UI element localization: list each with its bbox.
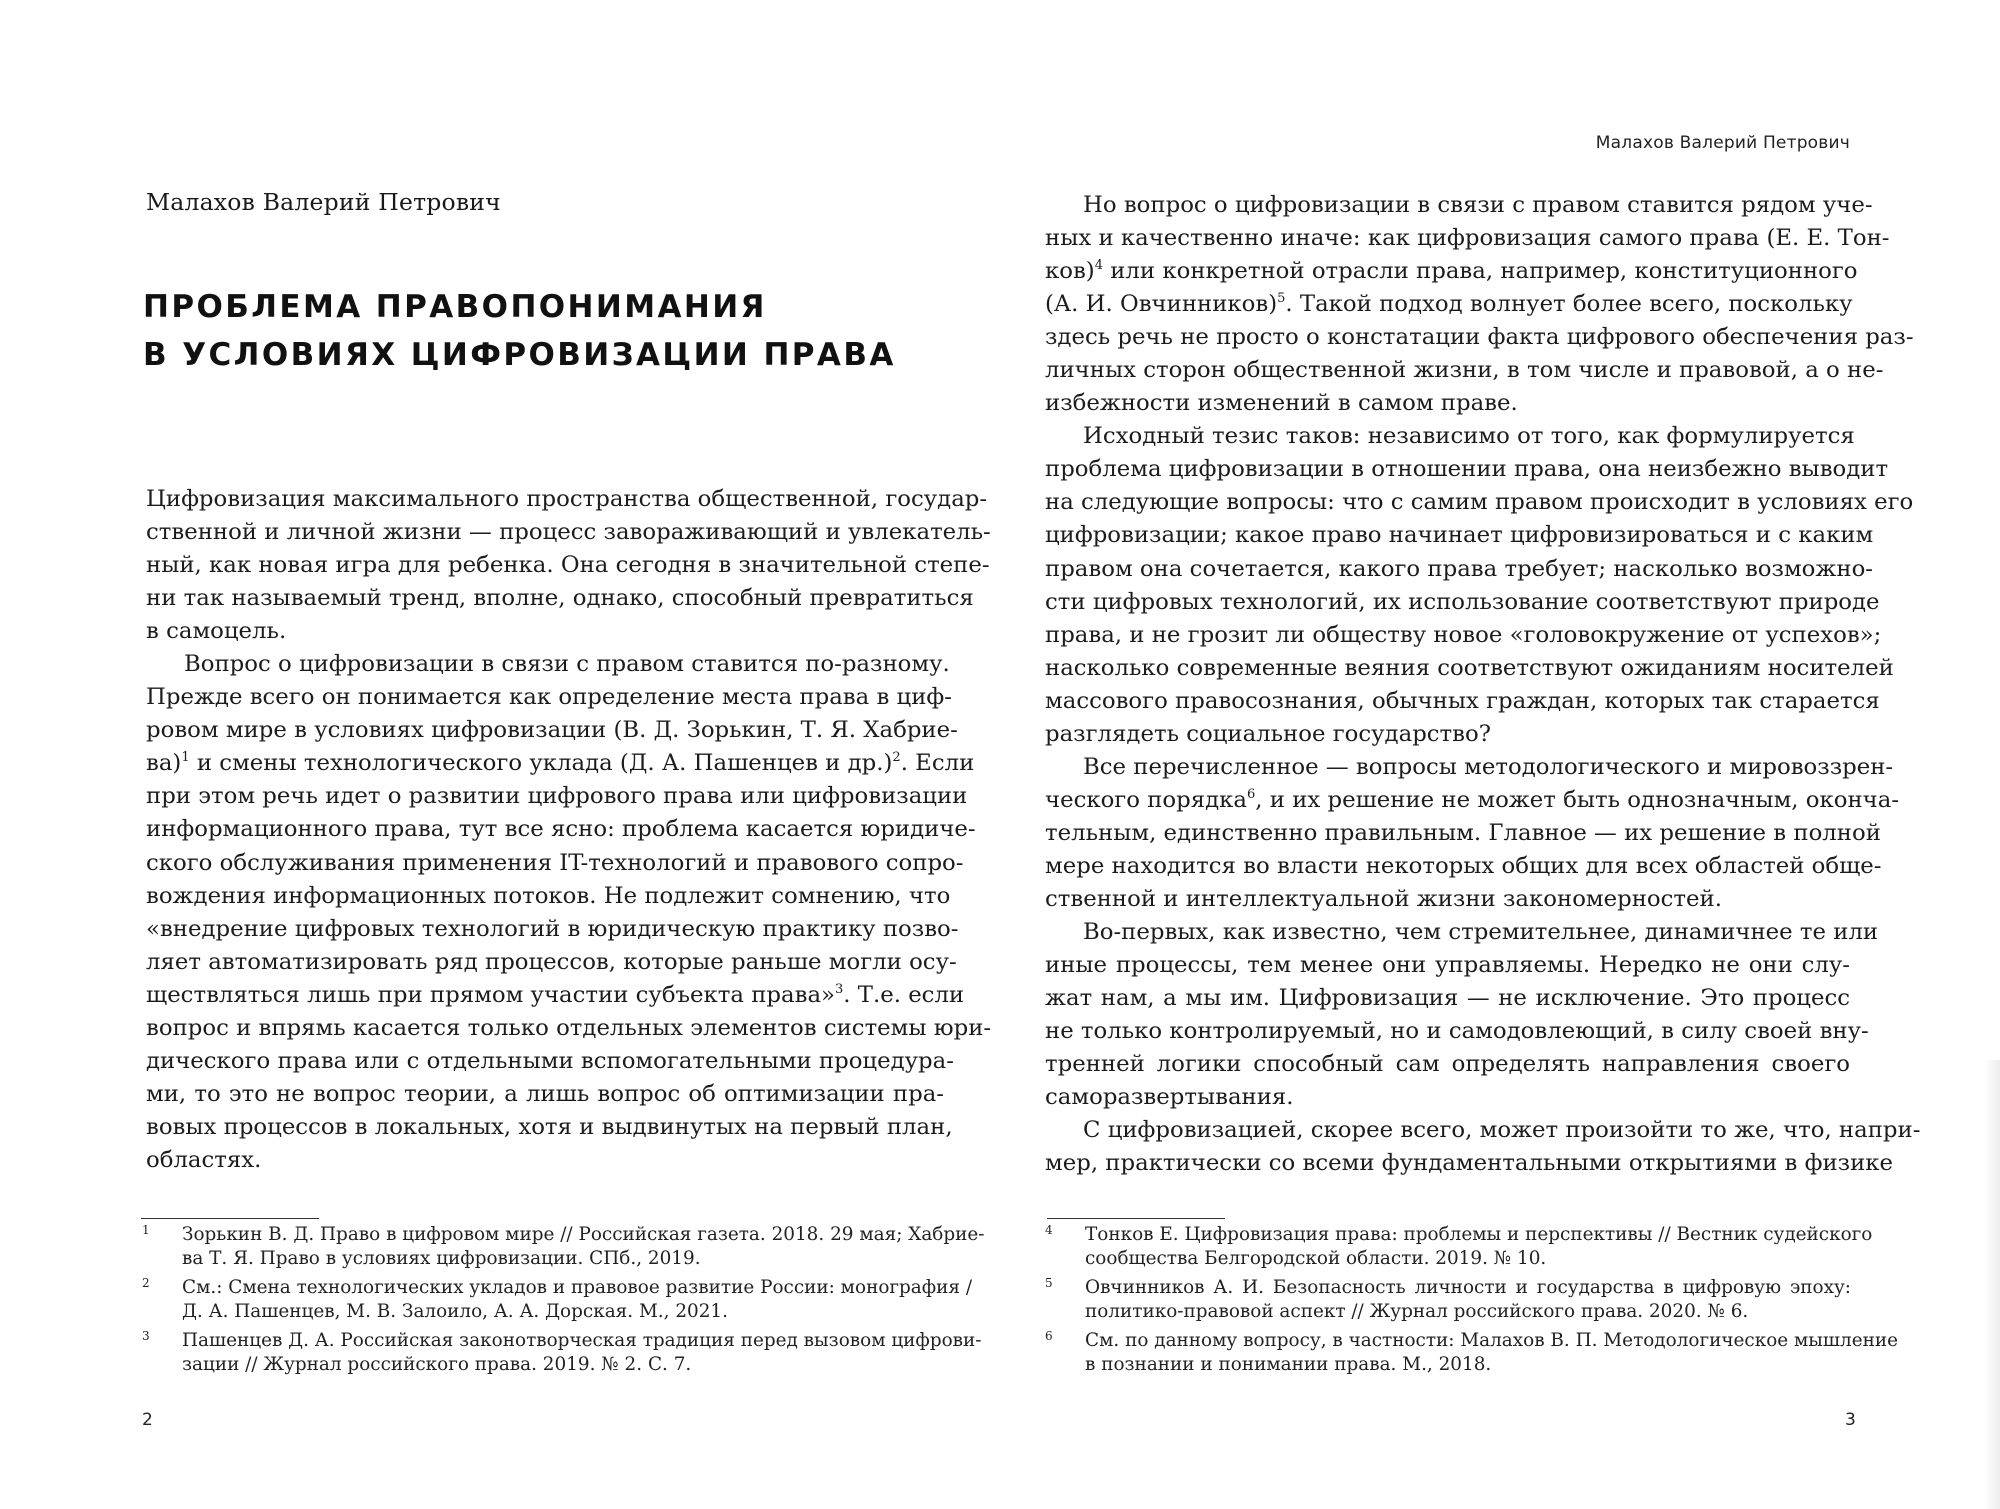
text-line: цифровизации; какое право начинает цифровизироваться и с каким (1045, 522, 1874, 549)
page-edge-shadow (1985, 1060, 2000, 1509)
text-line: массового правосознания, обычных граждан, которых так старается (1045, 687, 1880, 714)
page-number-right: 3 (1845, 1410, 1856, 1430)
text-line: ляет автоматизировать ряд процессов, которые раньше могли осу- (146, 948, 957, 975)
text-line: вождения информационных потоков. Не подлежит сомнению, что (146, 882, 951, 909)
text-line (146, 979, 965, 1012)
footnote-line: зации // Журнал российского права. 2019. № 2. С. 7. (182, 1354, 692, 1376)
text-line (1045, 288, 1853, 321)
text-line: вопрос и впрямь касается только отдельных элементов системы юри- (146, 1014, 992, 1041)
text-line: разглядеть социальное государство? (1045, 720, 1491, 747)
footnote-ref[interactable]: 3 (834, 981, 844, 997)
footnote (142, 1275, 973, 1325)
chapter-title-line: ПРОБЛЕМА ПРАВОПОНИМАНИЯ (143, 289, 767, 325)
footnote-line: Пашенцев Д. А. Российская законотворческая традиция перед вызовом цифрови- (182, 1329, 982, 1351)
footnote-ref[interactable]: 2 (892, 750, 901, 766)
footnote-number: 1 (142, 1223, 150, 1237)
footnote (1045, 1223, 1873, 1272)
text-line: Вопрос о цифровизации в связи с правом ставится по-разному. (184, 651, 950, 678)
text-fragment: или конкретной отрасли права, например, конституционного (1102, 258, 1858, 285)
footnote-ref[interactable]: 4 (1094, 258, 1103, 274)
footnote-line: Тонков Е. Цифровизация права: проблемы и перспективы // Вестник судейского (1085, 1224, 1873, 1245)
text-fragment: ва) (146, 750, 182, 777)
left-body-text (146, 483, 992, 1177)
text-line: «внедрение цифровых технологий в юридическую практику позво- (146, 915, 959, 942)
text-line: проблема цифровизации в отношении права, она неизбежно выводит (1045, 456, 1889, 483)
footnote (1045, 1328, 1898, 1378)
text-line: Все перечисленное — вопросы методологического и мировоззрен- (1083, 753, 1894, 780)
text-line: мере находится во власти некоторых общих для всех областей обще- (1045, 852, 1882, 879)
text-line: Исходный тезис таков: независимо от того, как формулируется (1083, 423, 1855, 450)
text-fragment: . Если (900, 750, 975, 777)
footnote-divider (141, 1218, 319, 1219)
text-line: насколько современные веяния соответствуют ожиданиям носителей (1045, 654, 1894, 681)
running-head: Малахов Валерий Петрович (1595, 133, 1850, 153)
text-fragment: ков) (1045, 258, 1095, 285)
footnote-line: См. по данному вопросу, в частности: Малахов В. П. Методологическое мышление (1085, 1329, 1898, 1351)
text-fragment: и смены технологического уклада (Д. А. Пашенцев и др.) (189, 750, 893, 777)
text-line: ный, как новая игра для ребенка. Она сегодня в значительной степе- (146, 552, 990, 579)
text-line: информационного права, тут все ясно: проблема касается юридиче- (146, 816, 976, 843)
text-line: саморазвертывания. (1045, 1084, 1294, 1111)
text-fragment: . Такой подход волнует более всего, поскольку (1285, 291, 1853, 318)
text-line: жат нам, а мы им. Цифровизация — не исключение. Это процесс (1045, 985, 1850, 1012)
text-line: иные процессы, тем менее они управляемы. Нередко не они слу- (1045, 952, 1850, 979)
chapter-title (143, 283, 896, 379)
text-line: избежности изменений в самом праве. (1045, 390, 1518, 417)
chapter-title-line: В УСЛОВИЯХ ЦИФРОВИЗАЦИИ ПРАВА (143, 337, 896, 373)
footnote (142, 1223, 985, 1272)
text-line: Во-первых, как известно, чем стремительнее, динамичнее те или (1083, 919, 1879, 946)
text-line: тельным, единственно правильным. Главное — их решение в полной (1045, 819, 1881, 846)
footnote-line: См.: Смена технологических укладов и правовое развитие России: монография / (182, 1276, 973, 1298)
footnote-ref[interactable]: 5 (1277, 291, 1286, 307)
footnote (1045, 1276, 1851, 1325)
footnote-divider (1047, 1218, 1225, 1219)
text-fragment: . Т.е. если (843, 981, 965, 1008)
footnote-line: Д. А. Пашенцев, М. В. Залоило, А. А. Дорская. М., 2021. (182, 1301, 728, 1323)
text-line: ми, то это не вопрос теории, а лишь вопрос об оптимизации пра- (146, 1080, 944, 1107)
footnote-number: 3 (142, 1328, 150, 1343)
text-line: ственной и интеллектуальной жизни закономерностей. (1045, 885, 1722, 912)
footnote-line: Зорькин В. Д. Право в цифровом мире // Российская газета. 2018. 29 мая; Хабрие- (182, 1224, 985, 1245)
text-line: сти цифровых технологий, их использование соответствуют природе (1045, 588, 1880, 615)
footnote-line: ва Т. Я. Право в условиях цифровизации. СПб., 2019. (182, 1248, 701, 1270)
page-number-left: 2 (142, 1410, 153, 1430)
text-line: тренней логики способный сам определять направления своего (1045, 1051, 1850, 1078)
text-line: ровом мире в условиях цифровизации (В. Д. Зорькин, Т. Я. Хабрие- (146, 717, 958, 744)
text-line: вовых процессов в локальных, хотя и выдвинутых на первый план, (146, 1113, 953, 1140)
text-line: правом она сочетается, какого права требует; насколько возможно- (1045, 555, 1874, 582)
footnote-number: 5 (1045, 1275, 1053, 1290)
author-name: Малахов Валерий Петрович (146, 188, 501, 216)
footnotes-right (1045, 1223, 1898, 1381)
text-line: на следующие вопросы: что с самим правом происходит в условиях его (1045, 489, 1914, 516)
footnote-number: 4 (1045, 1223, 1053, 1237)
text-fragment: (А. И. Овчинников) (1045, 291, 1278, 318)
text-line: права, и не грозит ли обществу новое «головокружение от успехов»; (1045, 621, 1882, 648)
text-line: Но вопрос о цифровизации в связи с правом ставится рядом уче- (1083, 192, 1873, 218)
text-line: личных сторон общественной жизни, в том числе и правовой, а о не- (1045, 357, 1884, 384)
text-line (1045, 784, 1900, 817)
footnote-ref[interactable]: 6 (1247, 786, 1256, 802)
text-line: ственной и личной жизни — процесс завораживающий и увлекатель- (146, 519, 991, 546)
text-line: здесь речь не просто о констатации факта цифрового обеспечения раз- (1045, 324, 1914, 351)
text-fragment: , и их решение не может быть однозначным, оконча- (1255, 786, 1900, 813)
text-line: Прежде всего он понимается как определение места права в циф- (146, 684, 952, 711)
text-line (1045, 255, 1858, 288)
text-line: мер, практически со всеми фундаментальными открытиями в физике (1045, 1150, 1894, 1177)
footnotes-left (142, 1223, 985, 1381)
footnote-number: 6 (1045, 1328, 1053, 1343)
text-line: в самоцель. (146, 618, 287, 645)
right-body-text (1045, 189, 1921, 1180)
footnote-ref[interactable]: 1 (181, 750, 190, 766)
footnote-number: 2 (142, 1275, 150, 1290)
footnote (142, 1328, 982, 1378)
text-line: при этом речь идет о развитии цифрового права или цифровизации (146, 783, 968, 810)
footnote-line: сообщества Белгородской области. 2019. № 10. (1085, 1248, 1547, 1270)
text-line: ни так называемый тренд, вполне, однако, способный превратиться (146, 585, 974, 612)
footnote-line: политико-правовой аспект // Журнал российского права. 2020. № 6. (1085, 1301, 1749, 1323)
text-line: областях. (146, 1146, 262, 1173)
text-fragment: ческого порядка (1045, 786, 1247, 813)
footnote-line: в познании и понимании права. М., 2018. (1085, 1354, 1492, 1376)
text-line (146, 747, 975, 780)
text-line: Цифровизация максимального пространства общественной, государ- (146, 486, 988, 512)
text-fragment: ществляться лишь при прямом участии субъекта права» (146, 981, 835, 1008)
text-line: не только контролируемый, но и самодовлеющий, в силу своей вну- (1045, 1018, 1869, 1045)
text-line: ных и качественно иначе: как цифровизация самого права (Е. Е. Тон- (1045, 225, 1890, 252)
footnote-line: Овчинников А. И. Безопасность личности и государства в цифровую эпоху: (1085, 1276, 1851, 1298)
text-line: ского обслуживания применения IT-технологий и правового сопро- (146, 849, 964, 876)
text-line: дического права или с отдельными вспомогательными процедура- (146, 1047, 954, 1074)
text-line: С цифровизацией, скорее всего, может произойти то же, что, напри- (1083, 1117, 1921, 1144)
